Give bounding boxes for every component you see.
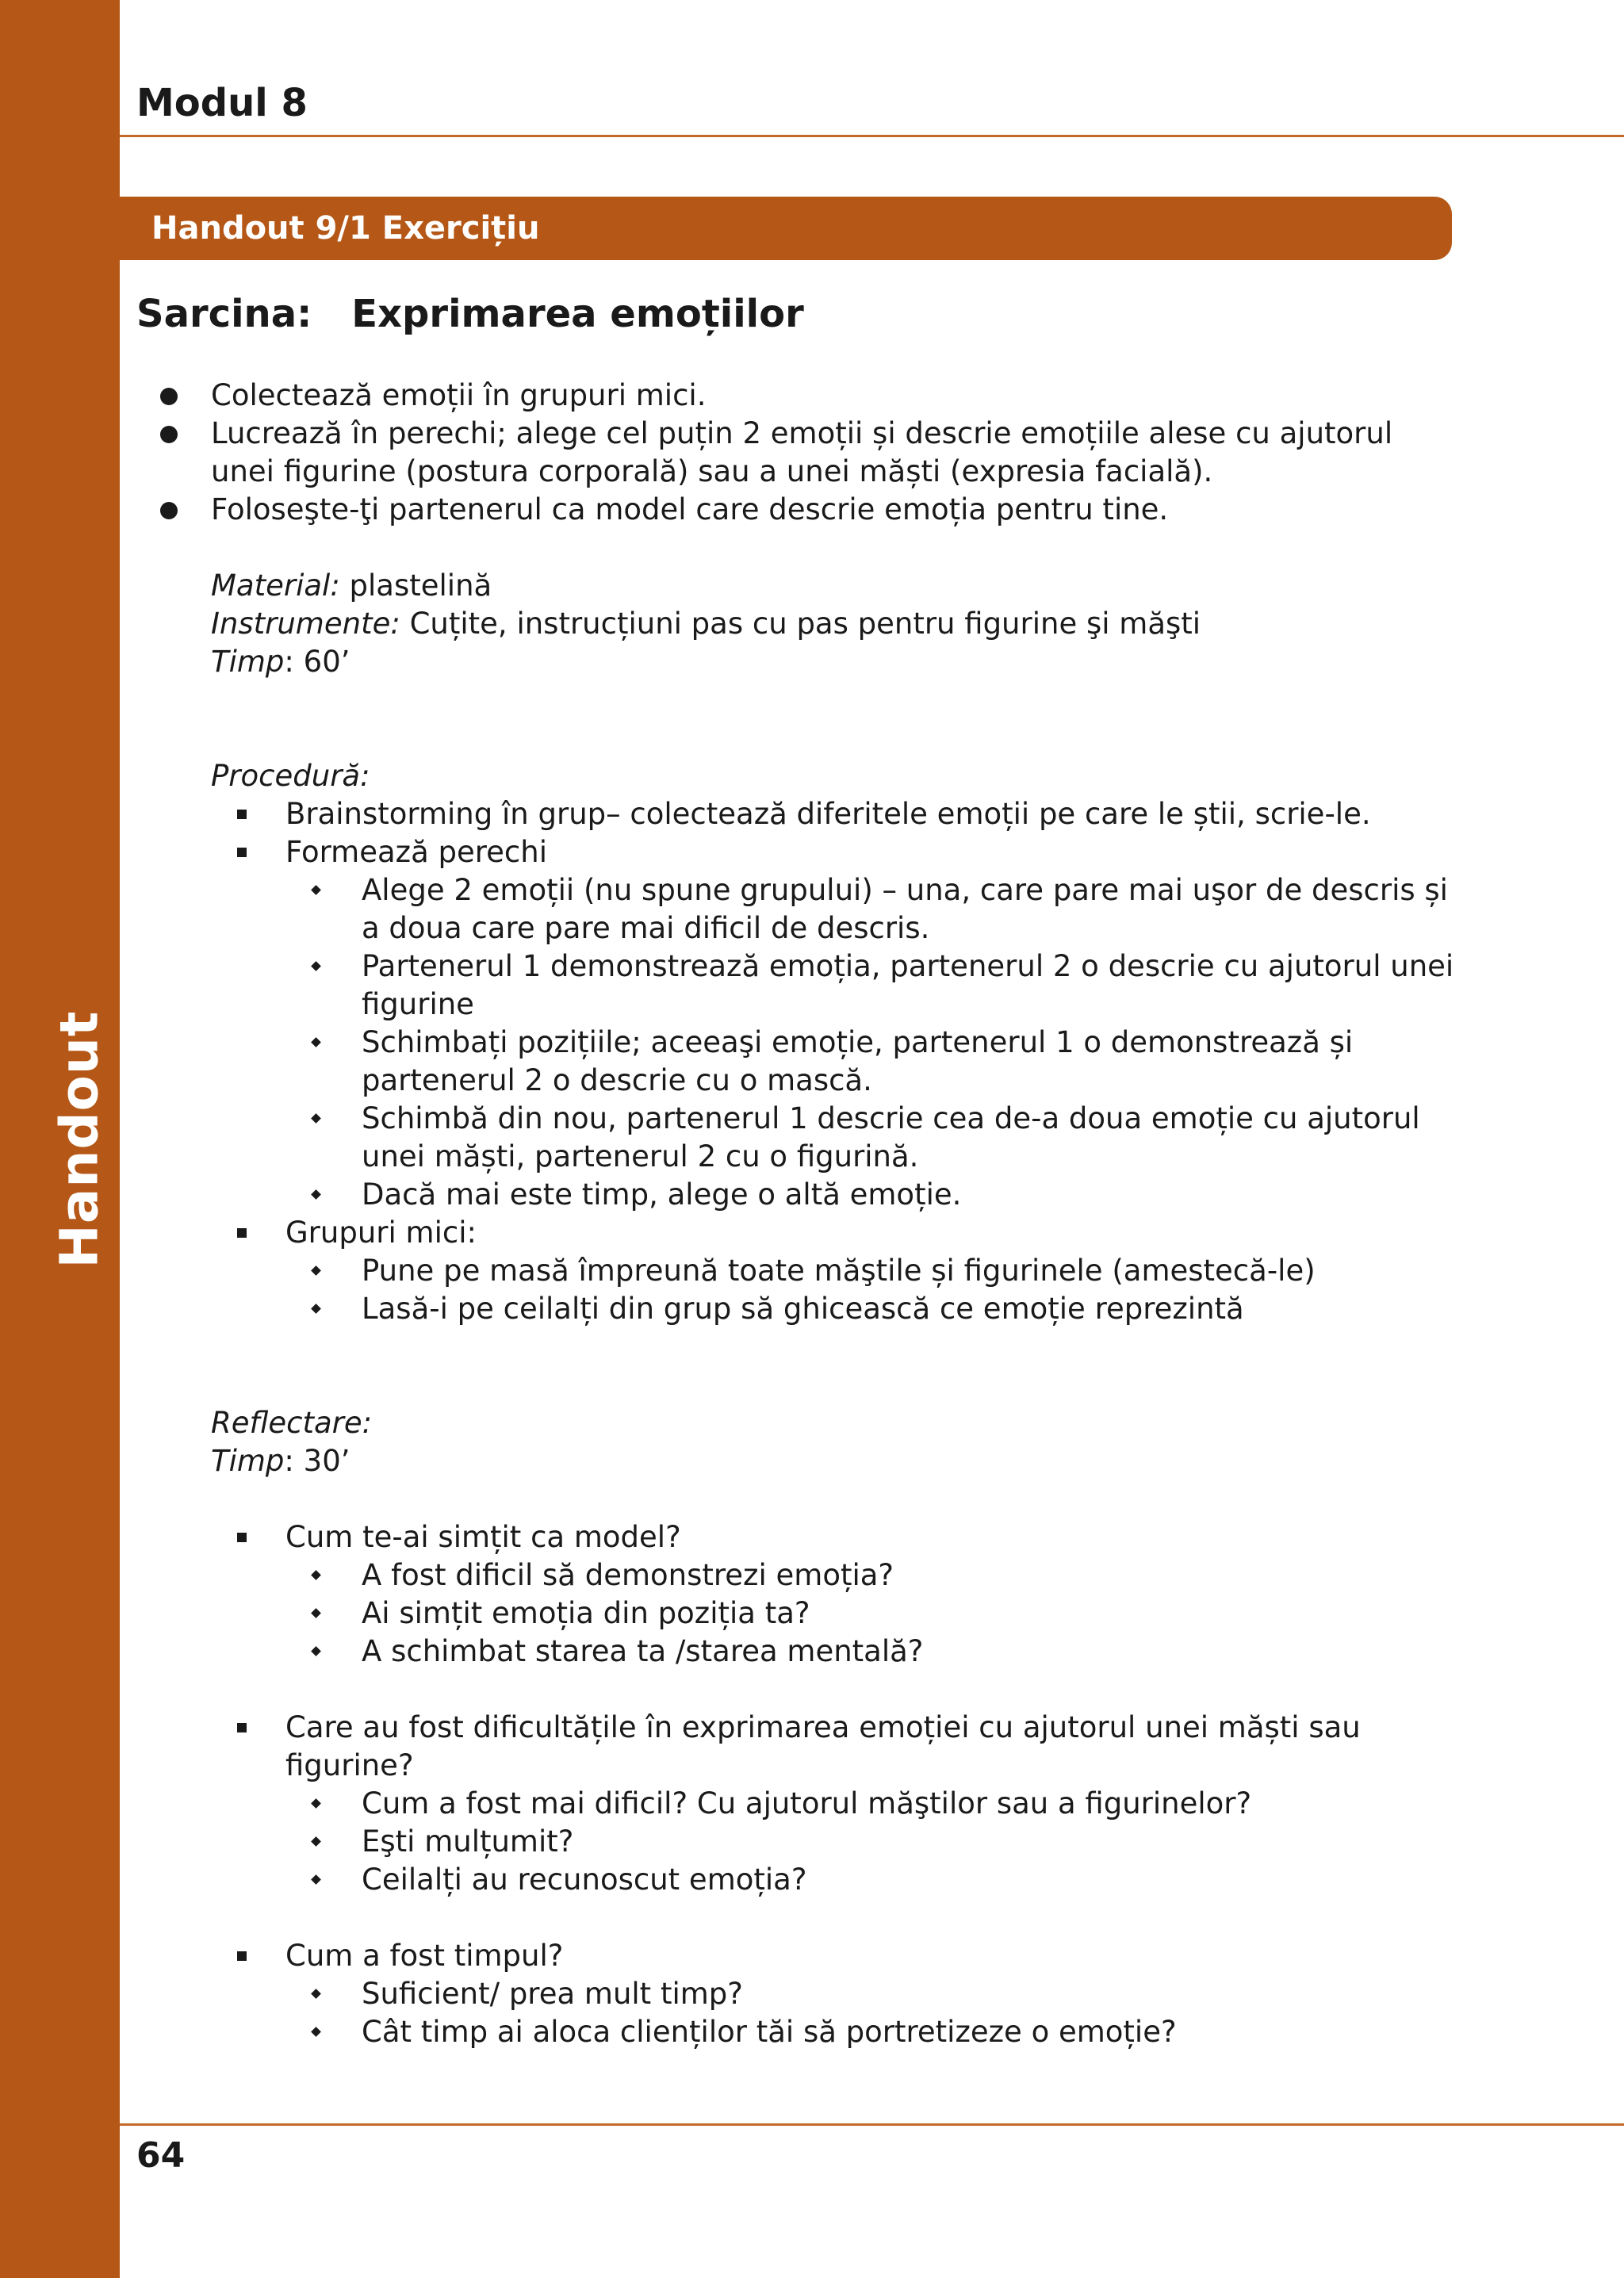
header-rule: [120, 135, 1624, 137]
reflection-label: Reflectare:: [211, 1406, 373, 1440]
procedure-substep: Schimbați pozițiile; aceeaşi emoție, partenerul 1 o demonstrează și partenerul 2 o descrie cu o mască.: [136, 1024, 1454, 1100]
reflection-question: Cum te-ai simțit ca model?: [136, 1518, 1454, 1556]
procedure-substep: Partenerul 1 demonstrează emoția, partenerul 2 o descrie cu ajutorul unei figurine: [136, 948, 1454, 1024]
reflection-time-value: : 30’: [284, 1444, 350, 1478]
reflection-subquestion: Eşti mulțumit?: [136, 1823, 1454, 1861]
procedure-substep: Schimbă din nou, partenerul 1 descrie cea de-a doua emoție cu ajutorul unei măști, partenerul 2 cu o figurină.: [136, 1100, 1454, 1176]
reflection-time-line: [136, 1442, 1454, 1480]
procedure-substep: Dacă mai este timp, alege o altă emoție.: [136, 1176, 1454, 1214]
time-line: [136, 643, 1454, 681]
reflection-question: Cum a fost timpul?: [136, 1937, 1454, 1975]
content: [136, 377, 1454, 2051]
intro-bullet: Colectează emoții în grupuri mici.: [136, 377, 1454, 415]
time-label: Timp: [211, 645, 285, 679]
reflection-question: Care au fost dificultățile în exprimarea emoției cu ajutorul unei măști sau figurine?: [136, 1709, 1454, 1785]
reflection-subquestion: A schimbat starea ta /starea mentală?: [136, 1633, 1454, 1671]
instruments-label: Instrumente:: [211, 607, 400, 641]
reflection-subquestion: Cum a fost mai dificil? Cu ajutorul măştilor sau a figurinelor?: [136, 1785, 1454, 1823]
task-label: Sarcina:: [136, 292, 312, 336]
intro-bullet: Foloseşte-ţi partenerul ca model care descrie emoția pentru tine.: [136, 491, 1454, 529]
procedure-step: Brainstorming în grup– colectează diferitele emoții pe care le știi, scrie-le.: [136, 795, 1454, 833]
side-band: [0, 0, 120, 2278]
procedure-step: Formează perechi: [136, 833, 1454, 871]
reflection-subquestion: Ai simțit emoția din poziția ta?: [136, 1595, 1454, 1633]
time-value: : 60’: [284, 645, 350, 679]
reflection-subquestion: A fost dificil să demonstrezi emoția?: [136, 1556, 1454, 1595]
reflection-subquestion: Ceilalți au recunoscut emoția?: [136, 1861, 1454, 1899]
procedure-label: Procedură:: [211, 759, 370, 793]
module-title: Modul 8: [136, 81, 308, 125]
procedure-substep: Pune pe masă împreună toate măştile și figurinele (amestecă-le): [136, 1252, 1454, 1290]
footer-rule: [120, 2123, 1624, 2126]
page-number: 64: [136, 2135, 186, 2176]
task-title: Exprimarea emoțiilor: [351, 292, 804, 336]
procedure-substep: Lasă-i pe ceilalți din grup să ghicească ce emoție reprezintă: [136, 1290, 1454, 1328]
side-label: Handout: [48, 1010, 110, 1269]
handout-title: Handout 9/1 Exercițiu: [151, 210, 540, 247]
intro-bullet: Lucrează în perechi; alege cel puțin 2 emoții și descrie emoțiile alese cu ajutorul unei figurine (postura corporală) sau a unei măști (expresia facială).: [136, 415, 1454, 491]
reflection-time-label: Timp: [211, 1444, 285, 1478]
procedure-substep: Alege 2 emoții (nu spune grupului) – una, care pare mai uşor de descris și a doua care pare mai dificil de descris.: [136, 871, 1454, 948]
instruments-value: Cuțite, instrucțiuni pas cu pas pentru figurine şi măşti: [400, 607, 1201, 641]
handout-title-bar: [120, 197, 1452, 260]
material-value: plastelină: [339, 569, 492, 603]
material-line: [136, 567, 1454, 605]
material-label: Material:: [211, 569, 340, 603]
reflection-subquestion: Cât timp ai aloca clienților tăi să portretizeze o emoție?: [136, 2013, 1454, 2051]
task-heading: [136, 292, 804, 336]
instruments-line: [136, 605, 1454, 643]
procedure-step: Grupuri mici:: [136, 1214, 1454, 1252]
reflection-subquestion: Suficient/ prea mult timp?: [136, 1975, 1454, 2013]
